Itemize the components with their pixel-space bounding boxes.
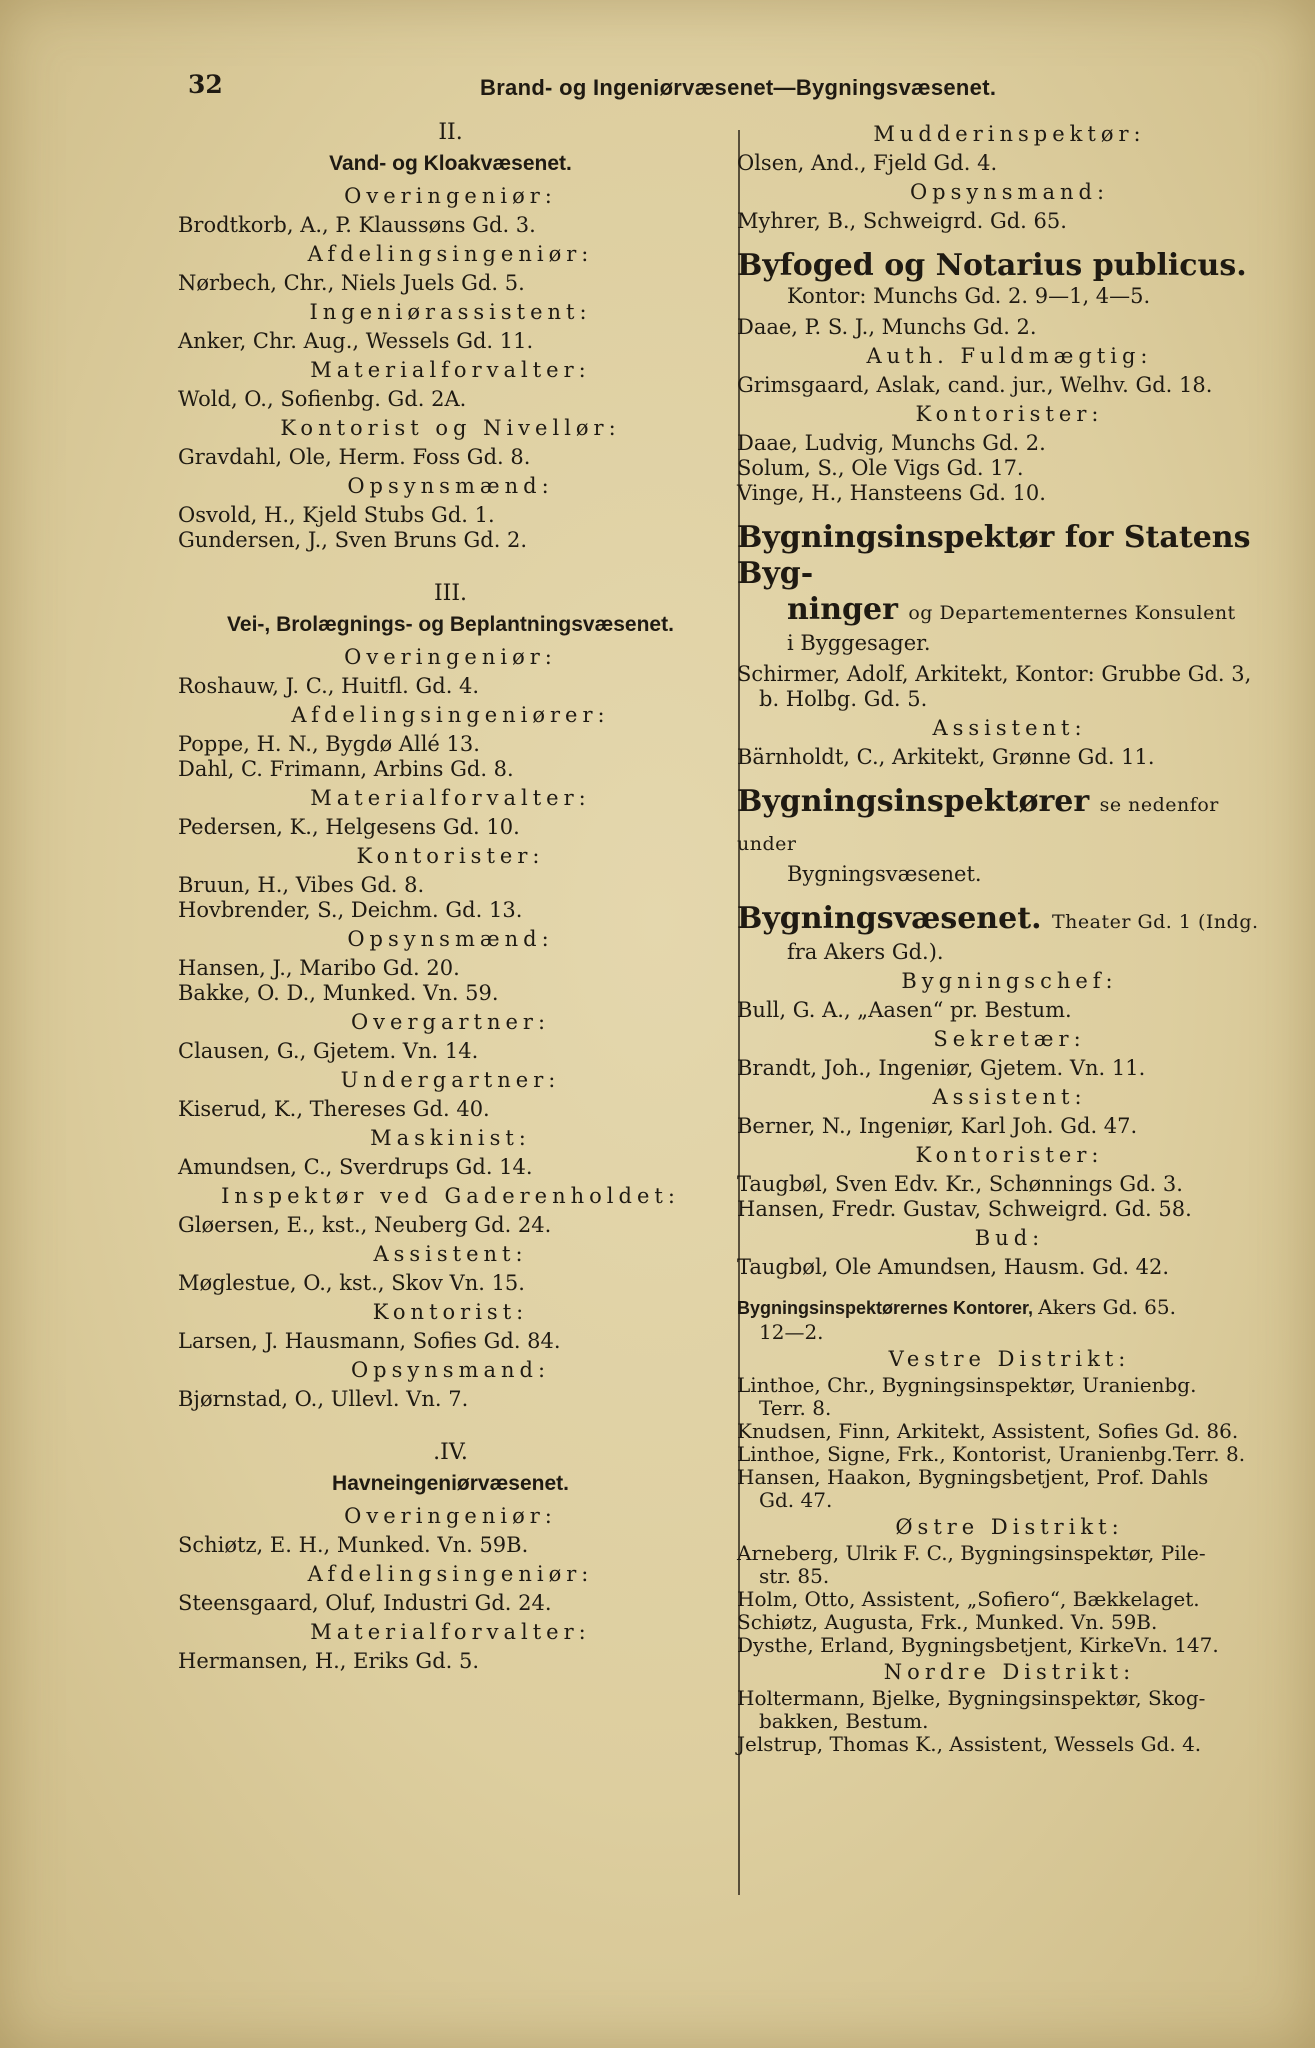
entry: Schirmer, Adolf, Arkitekt, Kontor: Grubbe Gd. 3, [737,662,1252,686]
role-heading: Overingeniør: [344,184,557,208]
section-number: .IV. [433,1440,468,1465]
entry: b. Holbg. Gd. 5. [759,687,928,711]
section-number: II. [438,120,463,145]
entry: Hansen, Haakon, Bygningsbetjent, Prof. Dahls [737,1465,1209,1489]
title-tail: Akers Gd. 65. [1038,1295,1176,1319]
entry: bakken, Bestum. [759,1709,929,1733]
role-heading: Materialforvalter: [310,1620,591,1644]
entry: Hansen, J., Maribo Gd. 20. [178,956,460,980]
title-word: ninger [787,592,898,627]
role-heading: Overgartner: [350,1010,551,1034]
entry: Poppe, H. N., Bygdø Allé 13. [178,732,480,756]
role-heading: Mudderinspektør: [873,122,1146,146]
entry: Osvold, H., Kjeld Stubs Gd. 1. [178,503,495,527]
role-heading: Undergartner: [340,1068,561,1092]
entry: Roshauw, J. C., Huitfl. Gd. 4. [178,674,480,698]
role-heading: Assistent: [932,1085,1087,1109]
role-heading: Kontorister: [915,402,1104,426]
role-heading: Inspektør ved Gaderenholdet: [221,1184,680,1208]
entry: Bakke, O. D., Munked. Vn. 59. [178,981,499,1005]
role-heading: Overingeniør: [344,1504,557,1528]
section-title-cont [737,592,1282,631]
role-heading: Materialforvalter: [310,358,591,382]
role-heading: Materialforvalter: [310,786,591,810]
role-heading: Afdelingsingeniør: [307,242,594,266]
entry: Steensgaard, Oluf, Industri Gd. 24. [178,1591,552,1615]
entry: Amundsen, C., Sverdrups Gd. 14. [178,1155,533,1179]
entry: Dysthe, Erland, Bygningsbetjent, KirkeVn. 147. [737,1633,1219,1657]
entry: Larsen, J. Hausmann, Sofies Gd. 84. [178,1329,561,1353]
entry: Daae, P. S. J., Munchs Gd. 2. [737,315,1037,339]
role-heading: Opsynsmand: [909,180,1110,204]
entry: Taugbøl, Sven Edv. Kr., Schønnings Gd. 3. [737,1172,1183,1196]
role-heading: Sekretær: [933,1027,1086,1051]
entry: Bruun, H., Vibes Gd. 8. [178,873,425,897]
entry: Linthoe, Signe, Frk., Kontorist, Uranienbg.Terr. 8. [737,1442,1246,1466]
entry: Møglestue, O., kst., Skov Vn. 15. [178,1271,525,1295]
entry: Bärnholdt, C., Arkitekt, Grønne Gd. 11. [737,745,1155,769]
role-heading: Auth. Fuldmægtig: [866,344,1153,368]
left-column [178,118,723,1674]
entry: Jelstrup, Thomas K., Assistent, Wessels Gd. 4. [737,1732,1202,1756]
entry: Knudsen, Finn, Arkitekt, Assistent, Sofies Gd. 86. [737,1419,1239,1443]
page-number: 32 [188,70,223,99]
title-word: Bygningsinspektørernes Kontorer, [737,1298,1034,1318]
title-word: Bygningsinspektører [737,784,1090,819]
section-title: Vand- og Kloakvæsenet. [329,152,572,175]
role-heading: Kontorister: [915,1143,1104,1167]
entry: str. 85. [759,1564,830,1588]
section-title-cont: i Byggesager. [787,631,931,655]
entry: Bjørnstad, O., Ullevl. Vn. 7. [178,1387,469,1411]
role-heading: Opsynsmand: [350,1358,551,1382]
role-heading: Opsynsmænd: [347,474,554,498]
entry: Gløersen, E., kst., Neuberg Gd. 24. [178,1213,552,1237]
entry: Linthoe, Chr., Bygningsinspektør, Uranienbg. [737,1373,1197,1397]
role-heading: Assistent: [932,716,1087,740]
entry: Myhrer, B., Schweigrd. Gd. 65. [737,209,1067,233]
section-title: Bygningsinspektør for Statens Byg- [737,520,1251,591]
entry: Gundersen, J., Sven Bruns Gd. 2. [178,528,528,552]
entry: Schiøtz, E. H., Munked. Vn. 59B. [178,1533,529,1557]
role-heading: Maskinist: [370,1126,531,1150]
entry: Terr. 8. [759,1396,832,1420]
role-heading: Nordre Distrikt: [883,1660,1136,1684]
entry: Dahl, C. Frimann, Arbins Gd. 8. [178,757,514,781]
role-heading: Kontorist og Nivellør: [280,416,621,440]
role-heading: Kontorist: [372,1300,529,1324]
section-title: Byfoged og Notarius publicus. [737,248,1247,283]
entry: Bull, G. A., „Aasen“ pr. Bestum. [737,998,1072,1022]
section-title [737,784,1282,862]
entry: Pedersen, K., Helgesens Gd. 10. [178,815,520,839]
entry: Berner, N., Ingeniør, Karl Joh. Gd. 47. [737,1114,1138,1138]
entry: Anker, Chr. Aug., Wessels Gd. 11. [178,329,534,353]
section-number: III. [433,581,468,606]
entry: Holtermann, Bjelke, Bygningsinspektør, Skog- [737,1686,1206,1710]
title-word: Bygningsvæsenet. [737,901,1042,936]
entry: Hansen, Fredr. Gustav, Schweigrd. Gd. 58. [737,1197,1192,1221]
entry: Arneberg, Ulrik F. C., Bygningsinspektør, Pile- [737,1541,1206,1565]
title-tail: og Departementernes Konsulent [908,602,1236,624]
role-heading: Bygningschef: [901,969,1118,993]
role-heading: Overingeniør: [344,645,557,669]
section-title [737,901,1282,940]
entry: Daae, Ludvig, Munchs Gd. 2. [737,431,1046,455]
section-title: Havneingeniørvæsenet. [332,1472,569,1495]
cross-reference: Bygningsvæsenet. [787,862,982,886]
entry: Olsen, And., Fjeld Gd. 4. [737,151,998,175]
role-heading: Bud: [974,1226,1045,1250]
office-hours: 12—2. [759,1320,824,1344]
entry: Clausen, G., Gjetem. Vn. 14. [178,1039,479,1063]
entry: Nørbech, Chr., Niels Juels Gd. 5. [178,271,525,295]
role-heading: Afdelingsingeniør: [307,1562,594,1586]
role-heading: Assistent: [373,1242,528,1266]
role-heading: Ingeniørassistent: [309,300,592,324]
role-heading: Afdelingsingeniører: [291,703,610,727]
entry: Wold, O., Sofienbg. Gd. 2A. [178,387,467,411]
role-heading: Vestre Distrikt: [888,1347,1131,1371]
office-hours: Kontor: Munchs Gd. 2. 9—1, 4—5. [787,284,1151,308]
role-heading: Kontorister: [356,844,545,868]
entry: Kiserud, K., Thereses Gd. 40. [178,1097,490,1121]
entry: Brandt, Joh., Ingeniør, Gjetem. Vn. 11. [737,1056,1146,1080]
entry: Vinge, H., Hansteens Gd. 10. [737,481,1046,505]
entry: Hermansen, H., Eriks Gd. 5. [178,1649,480,1673]
entry: Schiøtz, Augusta, Frk., Munked. Vn. 59B. [737,1610,1158,1634]
title-tail: Theater Gd. 1 (Indg. [1051,911,1259,933]
address-cont: fra Akers Gd.). [787,940,944,964]
entry: Brodtkorb, A., P. Klaussøns Gd. 3. [178,213,536,237]
running-head: Brand- og Ingeniørvæsenet—Bygningsvæsenet. [480,75,997,100]
entry: Grimsgaard, Aslak, cand. jur., Welhv. Gd. 18. [737,373,1213,397]
role-heading: Østre Distrikt: [895,1515,1124,1539]
right-column [737,118,1282,1756]
entry: Taugbøl, Ole Amundsen, Hausm. Gd. 42. [737,1255,1170,1279]
role-heading: Opsynsmænd: [347,927,554,951]
entry: Holm, Otto, Assistent, „Sofiero“, Bækkelaget. [737,1587,1200,1611]
entry: Gravdahl, Ole, Herm. Foss Gd. 8. [178,445,531,469]
title-tail: se nedenfor under [737,794,1219,855]
entry: Solum, S., Ole Vigs Gd. 17. [737,456,1024,480]
entry: Hovbrender, S., Deichm. Gd. 13. [178,898,523,922]
section-title: Vei-, Brolægnings- og Beplantningsvæsenet. [227,613,674,636]
entry: Gd. 47. [759,1488,833,1512]
section-title [737,1294,1282,1321]
